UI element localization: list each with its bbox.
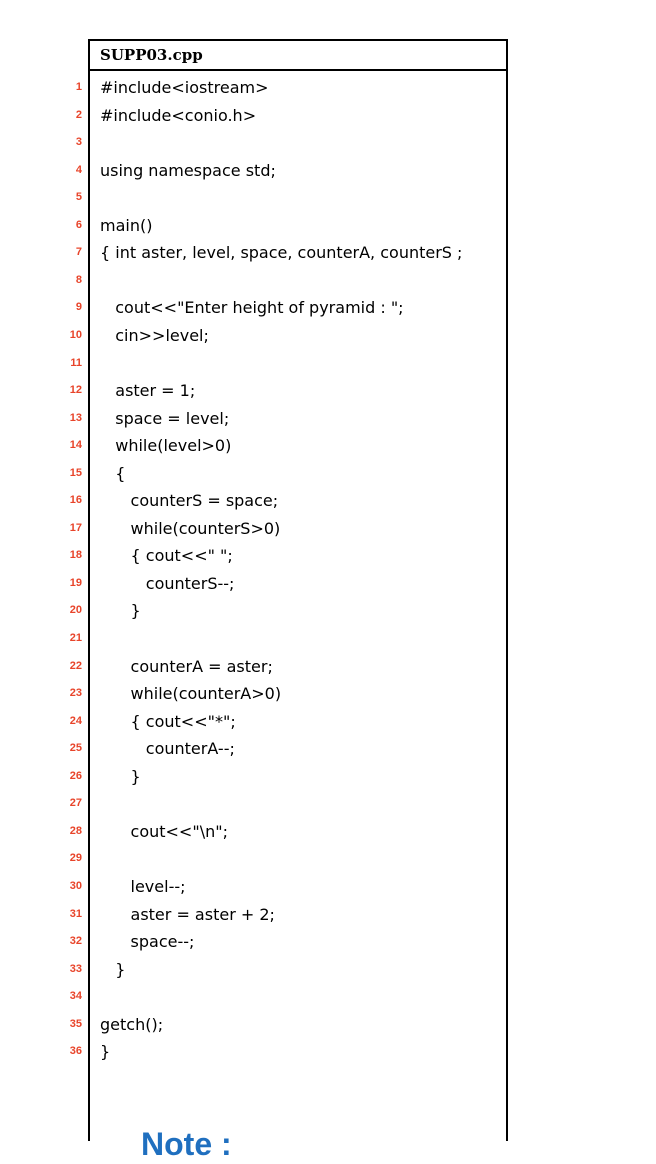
line-number: 14 bbox=[69, 439, 82, 452]
code-line bbox=[69, 873, 656, 900]
line-number: 13 bbox=[69, 411, 82, 424]
file-name-header: SUPP03.cpp bbox=[90, 41, 506, 71]
line-number: 11 bbox=[70, 356, 82, 369]
code-line bbox=[69, 928, 656, 955]
code-text: { cout<<" "; bbox=[100, 546, 233, 566]
line-number: 29 bbox=[69, 852, 82, 865]
line-number: 24 bbox=[69, 714, 82, 727]
line-number: 32 bbox=[69, 935, 82, 948]
code-line bbox=[75, 129, 656, 156]
code-text: level--; bbox=[100, 876, 186, 896]
line-number: 36 bbox=[69, 1045, 82, 1058]
code-line bbox=[69, 763, 656, 790]
code-line bbox=[69, 653, 656, 680]
code-text: aster = aster + 2; bbox=[100, 904, 275, 924]
code-line bbox=[69, 460, 656, 487]
code-text: while(counterA>0) bbox=[100, 684, 282, 704]
line-number: 33 bbox=[69, 962, 82, 975]
code-text: { int aster, level, space, counterA, counterS ; bbox=[100, 243, 463, 263]
code-line bbox=[69, 405, 656, 432]
code-text: using namespace std; bbox=[100, 160, 276, 180]
line-number: 5 bbox=[75, 191, 82, 204]
code-line bbox=[69, 1011, 656, 1038]
line-number: 35 bbox=[69, 1017, 82, 1030]
code-text: space--; bbox=[100, 932, 195, 952]
code-line bbox=[69, 708, 656, 735]
code-text: #include<conio.h> bbox=[100, 105, 257, 125]
code-line bbox=[69, 983, 656, 1010]
code-text: } bbox=[100, 766, 141, 786]
code-text: cout<<"\n"; bbox=[100, 821, 228, 841]
code-line bbox=[70, 350, 656, 377]
line-number: 6 bbox=[75, 218, 82, 231]
line-number: 12 bbox=[69, 384, 82, 397]
line-number: 10 bbox=[69, 328, 82, 341]
line-number: 23 bbox=[69, 687, 82, 700]
line-number: 31 bbox=[69, 907, 82, 920]
line-number: 3 bbox=[75, 136, 82, 149]
code-text: counterS--; bbox=[100, 573, 235, 593]
line-number: 27 bbox=[69, 797, 82, 810]
code-text: getch(); bbox=[100, 1014, 164, 1034]
code-line bbox=[75, 267, 656, 294]
code-line bbox=[75, 74, 656, 101]
code-text: while(counterS>0) bbox=[100, 518, 281, 538]
code-text: while(level>0) bbox=[100, 436, 232, 456]
code-line bbox=[69, 432, 656, 459]
code-text: counterA--; bbox=[100, 739, 235, 759]
code-line bbox=[69, 515, 656, 542]
code-line bbox=[69, 625, 656, 652]
code-line bbox=[69, 487, 656, 514]
code-text: cin>>level; bbox=[100, 325, 209, 345]
line-number: 7 bbox=[75, 246, 82, 259]
line-number: 21 bbox=[69, 632, 82, 644]
code-text: #include<iostream> bbox=[100, 78, 269, 97]
line-number: 25 bbox=[69, 742, 82, 755]
code-line bbox=[69, 377, 656, 404]
code-line bbox=[69, 956, 656, 983]
code-line bbox=[69, 1038, 656, 1065]
code-line bbox=[69, 735, 656, 762]
line-number: 8 bbox=[75, 273, 82, 286]
line-number: 1 bbox=[75, 81, 82, 93]
code-line bbox=[69, 597, 656, 624]
line-number: 16 bbox=[69, 494, 82, 507]
code-line bbox=[75, 294, 656, 321]
note-heading: Note : bbox=[141, 1126, 232, 1162]
code-panel bbox=[69, 39, 508, 1141]
code-line bbox=[75, 102, 656, 129]
code-line bbox=[69, 845, 656, 872]
line-number: 2 bbox=[75, 108, 82, 121]
code-text: space = level; bbox=[100, 408, 230, 428]
line-number: 19 bbox=[69, 576, 82, 589]
line-number: 34 bbox=[69, 990, 82, 1003]
code-line bbox=[75, 184, 656, 211]
code-text: main() bbox=[100, 215, 153, 235]
code-text: { bbox=[100, 463, 126, 483]
code-line bbox=[69, 901, 656, 928]
line-number: 18 bbox=[69, 549, 82, 562]
code-line bbox=[75, 212, 656, 239]
line-number: 9 bbox=[75, 301, 82, 314]
code-line bbox=[69, 570, 656, 597]
code-line bbox=[69, 542, 656, 569]
code-text: counterA = aster; bbox=[100, 656, 273, 676]
code-line bbox=[69, 790, 656, 817]
code-line bbox=[75, 157, 656, 184]
code-line bbox=[69, 680, 656, 707]
line-number: 22 bbox=[69, 659, 82, 672]
code-text: cout<<"Enter height of pyramid : "; bbox=[100, 298, 404, 318]
line-number: 20 bbox=[69, 604, 82, 617]
code-text: } bbox=[100, 959, 126, 979]
code-text: { cout<<"*"; bbox=[100, 711, 236, 731]
line-number: 30 bbox=[69, 879, 82, 892]
line-number: 15 bbox=[69, 466, 82, 479]
code-text: counterS = space; bbox=[100, 491, 279, 511]
line-number: 26 bbox=[69, 769, 82, 782]
code-line bbox=[69, 322, 656, 349]
code-text: } bbox=[100, 1042, 111, 1062]
line-number: 28 bbox=[69, 824, 82, 837]
code-line bbox=[69, 818, 656, 845]
line-number: 4 bbox=[75, 163, 82, 176]
code-text: aster = 1; bbox=[100, 381, 196, 401]
code-line bbox=[75, 239, 656, 266]
line-number: 17 bbox=[69, 521, 82, 534]
code-text: } bbox=[100, 601, 141, 621]
